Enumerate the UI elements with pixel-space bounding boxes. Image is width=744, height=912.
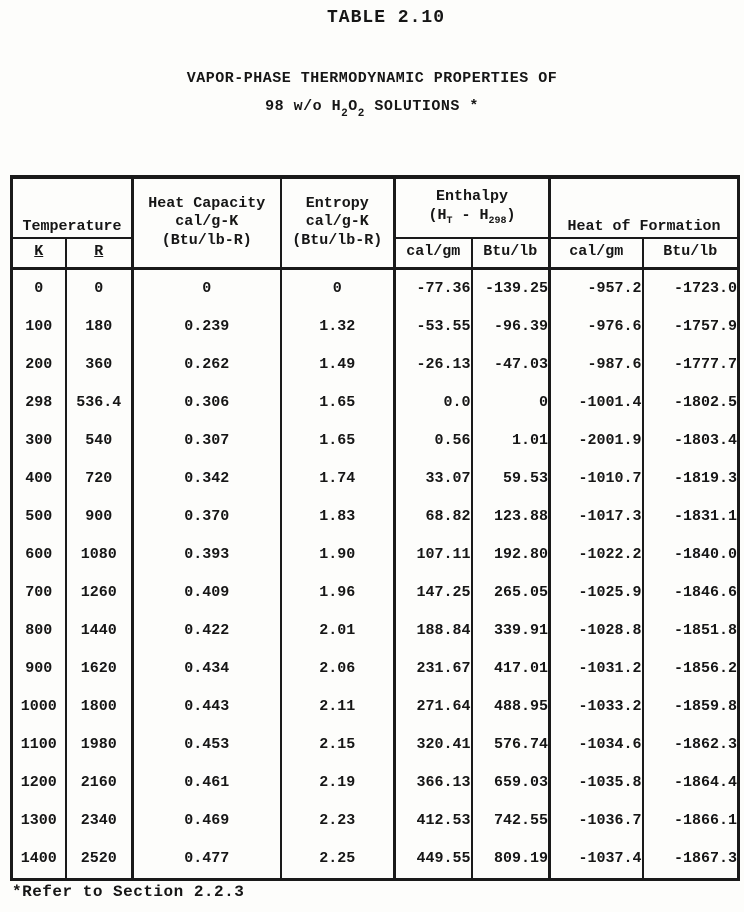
h2o2-subscript: 2 xyxy=(357,108,365,120)
cell-enthalpy-btu: 417.01 xyxy=(472,650,550,688)
header-heat-capacity xyxy=(133,177,281,268)
cell-temperature-k: 700 xyxy=(12,574,66,612)
table-header xyxy=(12,177,739,268)
cell-hof-btu: -1846.6 xyxy=(643,574,739,612)
cell-temperature-r: 2160 xyxy=(66,764,133,802)
cell-heat-capacity: 0.307 xyxy=(133,422,281,460)
cell-entropy: 1.32 xyxy=(281,308,395,346)
cell-heat-capacity: 0.477 xyxy=(133,840,281,880)
cell-hof-cal: -1010.7 xyxy=(550,460,643,498)
subscript-T: T xyxy=(446,215,453,227)
cell-enthalpy-btu: -47.03 xyxy=(472,346,550,384)
header-hof-btu: Btu/lb xyxy=(643,238,739,268)
header-enthalpy-btu: Btu/lb xyxy=(472,238,550,268)
table-row xyxy=(12,460,739,498)
cell-hof-btu: -1851.8 xyxy=(643,612,739,650)
table-row xyxy=(12,384,739,422)
cell-hof-btu: -1859.8 xyxy=(643,688,739,726)
cell-enthalpy-cal: 0.0 xyxy=(395,384,472,422)
header-enthalpy xyxy=(395,177,550,238)
cell-hof-btu: -1831.1 xyxy=(643,498,739,536)
cell-hof-btu: -1856.2 xyxy=(643,650,739,688)
cell-hof-btu: -1757.9 xyxy=(643,308,739,346)
heat-capacity-label: Heat Capacity xyxy=(148,194,266,212)
header-temperature: Temperature xyxy=(12,177,133,238)
cell-enthalpy-cal: 271.64 xyxy=(395,688,472,726)
table-row xyxy=(12,802,739,840)
header-entropy xyxy=(281,177,395,268)
table-row xyxy=(12,498,739,536)
table-row xyxy=(12,688,739,726)
cell-heat-capacity: 0.306 xyxy=(133,384,281,422)
cell-temperature-k: 1300 xyxy=(12,802,66,840)
cell-hof-cal: -1034.6 xyxy=(550,726,643,764)
cell-temperature-r: 0 xyxy=(66,268,133,308)
cell-temperature-k: 900 xyxy=(12,650,66,688)
cell-heat-capacity: 0.262 xyxy=(133,346,281,384)
table-row xyxy=(12,308,739,346)
table-row xyxy=(12,574,739,612)
cell-entropy: 1.96 xyxy=(281,574,395,612)
cell-temperature-r: 360 xyxy=(66,346,133,384)
cell-temperature-r: 540 xyxy=(66,422,133,460)
cell-hof-cal: -1022.2 xyxy=(550,536,643,574)
cell-heat-capacity: 0.461 xyxy=(133,764,281,802)
cell-hof-cal: -987.6 xyxy=(550,346,643,384)
cell-enthalpy-cal: 147.25 xyxy=(395,574,472,612)
cell-enthalpy-btu: 576.74 xyxy=(472,726,550,764)
cell-entropy: 1.65 xyxy=(281,422,395,460)
cell-hof-btu: -1802.5 xyxy=(643,384,739,422)
cell-enthalpy-cal: -53.55 xyxy=(395,308,472,346)
header-enthalpy-cal: cal/gm xyxy=(395,238,472,268)
table-subtitle-line2 xyxy=(0,98,744,120)
subtitle-oxygen: O xyxy=(348,98,358,115)
cell-hof-btu: -1866.1 xyxy=(643,802,739,840)
cell-enthalpy-btu: 809.19 xyxy=(472,840,550,880)
cell-heat-capacity: 0.434 xyxy=(133,650,281,688)
cell-heat-capacity: 0.453 xyxy=(133,726,281,764)
cell-hof-cal: -1036.7 xyxy=(550,802,643,840)
cell-temperature-k: 500 xyxy=(12,498,66,536)
cell-temperature-k: 800 xyxy=(12,612,66,650)
cell-temperature-r: 1080 xyxy=(66,536,133,574)
cell-hof-btu: -1840.0 xyxy=(643,536,739,574)
cell-temperature-k: 1400 xyxy=(12,840,66,880)
cell-hof-cal: -1025.9 xyxy=(550,574,643,612)
cell-enthalpy-btu: 0 xyxy=(472,384,550,422)
cell-temperature-k: 100 xyxy=(12,308,66,346)
cell-enthalpy-btu: 192.80 xyxy=(472,536,550,574)
cell-enthalpy-btu: 659.03 xyxy=(472,764,550,802)
table-row xyxy=(12,536,739,574)
cell-hof-btu: -1864.4 xyxy=(643,764,739,802)
enthalpy-label: Enthalpy xyxy=(436,187,509,205)
cell-hof-cal: -1035.8 xyxy=(550,764,643,802)
table-row xyxy=(12,268,739,308)
h2o2-subscript: 2 xyxy=(341,108,349,120)
cell-temperature-r: 1620 xyxy=(66,650,133,688)
table-row xyxy=(12,764,739,802)
cell-heat-capacity: 0.239 xyxy=(133,308,281,346)
cell-hof-cal: -1031.2 xyxy=(550,650,643,688)
cell-entropy: 2.25 xyxy=(281,840,395,880)
cell-enthalpy-btu: 1.01 xyxy=(472,422,550,460)
cell-entropy: 1.74 xyxy=(281,460,395,498)
cell-hof-btu: -1777.7 xyxy=(643,346,739,384)
header-heat-of-formation: Heat of Formation xyxy=(550,177,739,238)
cell-enthalpy-cal: 449.55 xyxy=(395,840,472,880)
cell-enthalpy-cal: 412.53 xyxy=(395,802,472,840)
cell-enthalpy-cal: 366.13 xyxy=(395,764,472,802)
cell-temperature-r: 180 xyxy=(66,308,133,346)
heat-capacity-unit: cal/g-K xyxy=(175,213,239,231)
header-kelvin: K xyxy=(12,238,66,268)
cell-hof-cal: -957.2 xyxy=(550,268,643,308)
cell-entropy: 2.15 xyxy=(281,726,395,764)
cell-hof-cal: -1033.2 xyxy=(550,688,643,726)
entropy-unit: cal/g-K xyxy=(305,213,369,231)
cell-temperature-r: 720 xyxy=(66,460,133,498)
cell-entropy: 1.65 xyxy=(281,384,395,422)
table-row xyxy=(12,612,739,650)
subscript-298: 298 xyxy=(488,215,507,227)
cell-enthalpy-cal: 320.41 xyxy=(395,726,472,764)
cell-hof-btu: -1867.3 xyxy=(643,840,739,880)
cell-enthalpy-cal: 0.56 xyxy=(395,422,472,460)
cell-enthalpy-btu: 59.53 xyxy=(472,460,550,498)
cell-enthalpy-btu: 123.88 xyxy=(472,498,550,536)
cell-temperature-k: 300 xyxy=(12,422,66,460)
cell-temperature-k: 1000 xyxy=(12,688,66,726)
cell-hof-cal: -976.6 xyxy=(550,308,643,346)
subtitle-text: 98 w/o H xyxy=(265,98,342,115)
cell-enthalpy-btu: 742.55 xyxy=(472,802,550,840)
table-row xyxy=(12,840,739,880)
subtitle-solutions: SOLUTIONS * xyxy=(364,98,479,115)
header-hof-cal: cal/gm xyxy=(550,238,643,268)
thermodynamic-properties-table xyxy=(10,175,740,881)
cell-temperature-k: 0 xyxy=(12,268,66,308)
cell-hof-btu: -1862.3 xyxy=(643,726,739,764)
cell-temperature-r: 1440 xyxy=(66,612,133,650)
cell-hof-cal: -1001.4 xyxy=(550,384,643,422)
cell-enthalpy-cal: -26.13 xyxy=(395,346,472,384)
table-row xyxy=(12,346,739,384)
header-rankine: R xyxy=(66,238,133,268)
table-body xyxy=(12,268,739,879)
cell-enthalpy-btu: -96.39 xyxy=(472,308,550,346)
enthalpy-formula: $(H_T - H_{298})$ xyxy=(428,206,516,227)
cell-enthalpy-btu: 265.05 xyxy=(472,574,550,612)
entropy-label: Entropy xyxy=(305,194,369,212)
cell-heat-capacity: 0.422 xyxy=(133,612,281,650)
cell-heat-capacity: 0.370 xyxy=(133,498,281,536)
cell-entropy: 1.83 xyxy=(281,498,395,536)
cell-heat-capacity: 0.393 xyxy=(133,536,281,574)
cell-heat-capacity: 0.469 xyxy=(133,802,281,840)
cell-heat-capacity: 0.443 xyxy=(133,688,281,726)
cell-entropy: 2.01 xyxy=(281,612,395,650)
cell-enthalpy-btu: -139.25 xyxy=(472,268,550,308)
cell-hof-cal: -1028.8 xyxy=(550,612,643,650)
cell-entropy: 1.49 xyxy=(281,346,395,384)
cell-heat-capacity: 0.409 xyxy=(133,574,281,612)
cell-entropy: 0 xyxy=(281,268,395,308)
cell-heat-capacity: 0 xyxy=(133,268,281,308)
cell-hof-cal: -1037.4 xyxy=(550,840,643,880)
cell-hof-cal: -1017.3 xyxy=(550,498,643,536)
cell-enthalpy-cal: 231.67 xyxy=(395,650,472,688)
cell-enthalpy-btu: 339.91 xyxy=(472,612,550,650)
table-row xyxy=(12,650,739,688)
cell-temperature-k: 600 xyxy=(12,536,66,574)
cell-hof-btu: -1723.0 xyxy=(643,268,739,308)
cell-temperature-r: 1800 xyxy=(66,688,133,726)
cell-enthalpy-btu: 488.95 xyxy=(472,688,550,726)
cell-hof-cal: -2001.9 xyxy=(550,422,643,460)
cell-temperature-k: 298 xyxy=(12,384,66,422)
cell-temperature-k: 400 xyxy=(12,460,66,498)
cell-temperature-r: 1980 xyxy=(66,726,133,764)
cell-enthalpy-cal: 33.07 xyxy=(395,460,472,498)
table-number-title: TABLE 2.10 xyxy=(326,8,446,28)
cell-hof-btu: -1819.3 xyxy=(643,460,739,498)
cell-hof-btu: -1803.4 xyxy=(643,422,739,460)
cell-temperature-k: 1200 xyxy=(12,764,66,802)
cell-enthalpy-cal: 188.84 xyxy=(395,612,472,650)
cell-enthalpy-cal: 107.11 xyxy=(395,536,472,574)
cell-temperature-r: 2340 xyxy=(66,802,133,840)
cell-entropy: 1.90 xyxy=(281,536,395,574)
cell-enthalpy-cal: -77.36 xyxy=(395,268,472,308)
cell-temperature-r: 900 xyxy=(66,498,133,536)
cell-enthalpy-cal: 68.82 xyxy=(395,498,472,536)
cell-temperature-r: 2520 xyxy=(66,840,133,880)
cell-temperature-r: 536.4 xyxy=(66,384,133,422)
heat-capacity-unit-alt: (Btu/lb-R) xyxy=(161,232,252,250)
table-subtitle-line1: VAPOR-PHASE THERMODYNAMIC PROPERTIES OF xyxy=(186,70,558,87)
cell-temperature-r: 1260 xyxy=(66,574,133,612)
cell-entropy: 2.23 xyxy=(281,802,395,840)
cell-temperature-k: 200 xyxy=(12,346,66,384)
cell-heat-capacity: 0.342 xyxy=(133,460,281,498)
cell-entropy: 2.19 xyxy=(281,764,395,802)
table-row xyxy=(12,422,739,460)
table-footnote: *Refer to Section 2.2.3 xyxy=(12,883,245,901)
cell-entropy: 2.11 xyxy=(281,688,395,726)
cell-temperature-k: 1100 xyxy=(12,726,66,764)
table-row xyxy=(12,726,739,764)
cell-entropy: 2.06 xyxy=(281,650,395,688)
entropy-unit-alt: (Btu/lb-R) xyxy=(292,232,383,250)
